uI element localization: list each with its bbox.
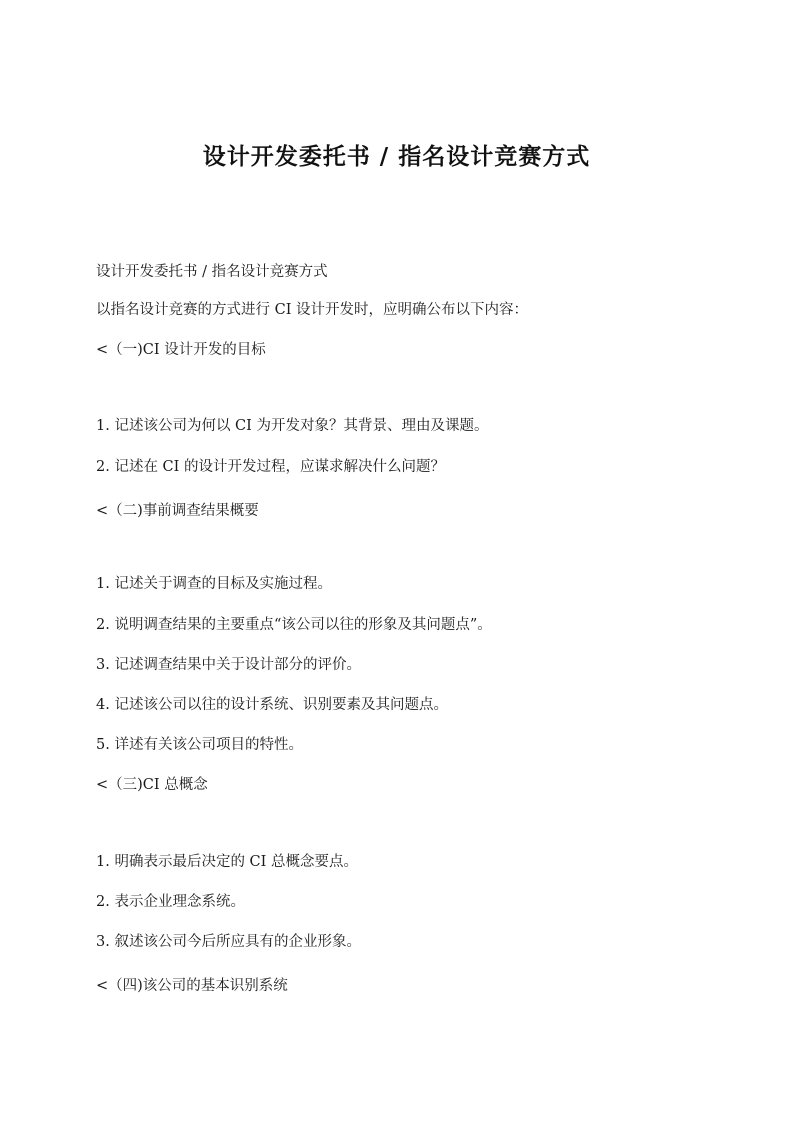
list-item: 1. 记述关于调查的目标及实施过程。 (96, 576, 332, 592)
section-heading-survey: <（二)事前调查结果概要 (96, 503, 259, 519)
list-item: 2. 记述在 CI 的设计开发过程，应谋求解决什么问题？ (96, 459, 445, 475)
document-subtitle: 设计开发委托书 / 指名设计竞赛方式 (96, 264, 328, 280)
list-item: 4. 记述该公司以往的设计系统、识别要素及其问题点。 (96, 697, 448, 713)
list-item: 1. 明确表示最后决定的 CI 总概念要点。 (96, 854, 358, 870)
list-item: 2. 表示企业理念系统。 (96, 894, 245, 910)
list-item: 3. 记述调查结果中关于设计部分的评价。 (96, 657, 361, 673)
section-heading-concept: <（三)CI 总概念 (96, 777, 208, 793)
section-heading-identity: <（四)该公司的基本识别系统 (96, 978, 288, 994)
list-item: 3. 叙述该公司今后所应具有的企业形象。 (96, 934, 361, 950)
section-heading-goals: <（一)CI 设计开发的目标 (96, 342, 266, 358)
list-item: 1. 记述该公司为何以 CI 为开发对象？其背景、理由及课题。 (96, 418, 489, 434)
list-item: 2. 说明调查结果的主要重点“该公司以往的形象及其问题点”。 (96, 617, 492, 633)
intro-paragraph: 以指名设计竞赛的方式进行 CI 设计开发时，应明确公布以下内容： (96, 302, 529, 318)
list-item: 5. 详述有关该公司项目的特性。 (96, 737, 303, 753)
page-title: 设计开发委托书 / 指名设计竞赛方式 (202, 144, 591, 170)
